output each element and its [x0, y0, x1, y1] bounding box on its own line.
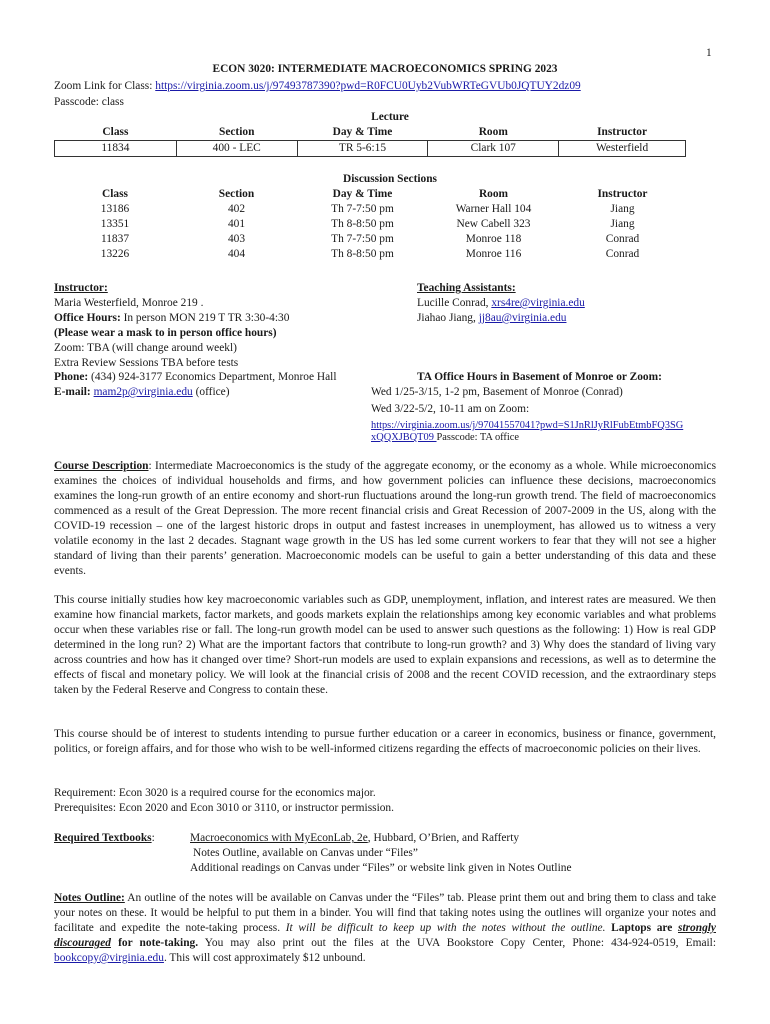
- table-cell: Conrad: [605, 233, 640, 245]
- instructor-zoom: Zoom: TBA (will change around weekl): [54, 342, 237, 354]
- discussion-table: [54, 187, 686, 262]
- table-cell: TR 5-6:15: [297, 141, 428, 157]
- col-header: Room: [478, 188, 509, 200]
- instructor-phone: [54, 370, 337, 385]
- zoom-label: Zoom Link for Class:: [54, 80, 156, 92]
- table-cell: 400 - LEC: [176, 141, 297, 157]
- table-cell: Conrad: [605, 248, 640, 260]
- document-title: ECON 3020: INTERMEDIATE MACROECONOMICS SPRING 2023: [212, 63, 558, 75]
- discussion-heading: Discussion Sections: [343, 173, 437, 185]
- table-row: [54, 217, 686, 232]
- textbook-2: Notes Outline, available on Canvas under “Files”: [193, 847, 418, 859]
- table-cell: 403: [227, 233, 246, 245]
- class-zoom-link[interactable]: https://virginia.zoom.us/j/97493787390?pwd=R0FCU0Uyb2VubWRTeGVUb0JQTUY2dz09: [155, 80, 581, 92]
- table-cell: 13226: [100, 248, 130, 260]
- review-sessions: Extra Review Sessions TBA before tests: [54, 357, 239, 369]
- textbook-1: [190, 831, 519, 846]
- col-header: Section: [218, 126, 255, 138]
- course-description-p3: This course should be of interest to students intending to pursue further education or a career in economics, business or finance, government, politics, or foreign affairs, and for those who wish to be well-informed citizens regarding the effects of macroeconomic policies on their lives.: [54, 728, 716, 755]
- notes-text-1: An outline of the notes will be available on Canvas under the “Files” tab. Please print them out and bring them to class and take your notes on these. It would be helpful to put them in a binder. You will find that taking notes using the outlines will organize your notes and facilitate and expedite the note-taking process.: [54, 892, 716, 934]
- table-cell: Jiang: [610, 218, 635, 230]
- notes-italic: It will be difficult to keep up with the notes without the outline.: [285, 922, 606, 934]
- table-cell: 402: [227, 203, 246, 215]
- lecture-heading: Lecture: [371, 111, 409, 123]
- table-cell: Clark 107: [428, 141, 559, 157]
- ta1-email-link[interactable]: xrs4re@virginia.edu: [491, 297, 585, 309]
- page-number: 1: [706, 47, 712, 59]
- col-header: Day & Time: [332, 126, 393, 138]
- instructor-email: [54, 385, 230, 400]
- notes-outline-paragraph: [54, 891, 716, 966]
- lecture-table: [54, 125, 686, 157]
- table-cell: Th 7-7:50 pm: [331, 233, 394, 245]
- table-cell: 401: [227, 218, 246, 230]
- table-cell: Th 8-8:50 pm: [331, 218, 394, 230]
- notes-strongly-discouraged: strongly discouraged: [54, 922, 716, 949]
- ta-zoom-passcode: Passcode: TA office: [436, 432, 520, 443]
- bookstore-email-link[interactable]: bookcopy@virginia.edu: [54, 952, 164, 964]
- ta-zoom-link[interactable]: https://virginia.zoom.us/j/97041557041?pwd=S1JnRlJyRlFubEtmbFQ3SG: [371, 420, 684, 431]
- table-cell: 13186: [100, 203, 130, 215]
- col-header: Instructor: [597, 188, 648, 200]
- table-cell: Th 8-8:50 pm: [331, 248, 394, 260]
- col-header: Room: [478, 126, 508, 138]
- table-cell: 11834: [55, 141, 177, 157]
- prerequisites: Prerequisites: Econ 2020 and Econ 3010 or 3110, or instructor permission.: [54, 802, 394, 814]
- ta-zoom-link-line2: [371, 430, 519, 445]
- table-cell: Warner Hall 104: [455, 203, 532, 215]
- textbooks-colon: :: [151, 832, 155, 844]
- ta1: [417, 296, 585, 311]
- ta1-name: Lucille Conrad,: [417, 297, 492, 309]
- notes-bold-2: for note-taking.: [110, 937, 199, 949]
- table-row: [54, 247, 686, 262]
- table-cell: 404: [227, 248, 246, 260]
- ta-hours-line2: Wed 3/22-5/2, 10-11 am on Zoom:: [371, 403, 530, 415]
- table-cell: Monroe 116: [465, 248, 522, 260]
- requirement: Requirement: Econ 3020 is a required course for the economics major.: [54, 787, 376, 799]
- table-cell: 11837: [100, 233, 130, 245]
- col-header: Instructor: [597, 126, 648, 138]
- ta-hours-line1: Wed 1/25-3/15, 1-2 pm, Basement of Monroe (Conrad): [371, 386, 623, 398]
- col-header: Class: [102, 126, 129, 138]
- email-label: E-mail:: [54, 386, 91, 398]
- email-suffix: (office): [192, 386, 230, 398]
- course-description-p2: This course initially studies how key macroeconomic variables such as GDP, unemployment, inflation, and interest rates are measured. We then examine how financial markets, factor markets, and goods markets explain the relationships among key economic variables and what problems occur when these variables rise or fall. The long-run growth model can be used to answer such questions as the following: 1) How is real GDP determined in the long run? 2) What are the important factors that contribute to long-run growth? and 3) Why does the standard of living vary across countries and how has it changed over time? Short-run models are used to explain expansions and recessions, as well as to determine the effects of fiscal and monetary policy. We will look at the financial crisis of 2008 and the recent COVID recession, and the extraordinary steps taken by the Federal Reserve and Congress to contain these.: [54, 594, 716, 696]
- zoom-line: [54, 79, 581, 94]
- passcode: Passcode: class: [54, 96, 124, 108]
- phone-label: Phone:: [54, 371, 89, 383]
- course-description-p1: [54, 459, 716, 579]
- ta-heading: Teaching Assistants:: [417, 282, 516, 294]
- course-description-label: Course Description: [54, 460, 149, 472]
- ta2: [417, 311, 566, 326]
- table-row: [54, 232, 686, 247]
- office-hours-label: Office Hours:: [54, 312, 121, 324]
- table-row: [55, 141, 686, 157]
- ta-hours-heading: TA Office Hours in Basement of Monroe or Zoom:: [417, 371, 662, 383]
- course-description-text: : Intermediate Macroeconomics is the study of the aggregate economy, or the economy as a whole. While microeconomics examines the choices of individual households and firms, and how government policies can influence these decisions, macroeconomics examines the long-run growth of an entire economy and short-run fluctuations around the long-run growth trend. The field of macroeconomics commenced as a result of the Great Depression. The more recent financial crisis and Great Recession of 2007-2009 in the US, along with the COVID-19 recession – one of the largest historic drops in output and fastest increases in unemployment, has allowed us to witness a very volatile economy in the last 2 decades. Stagnant wage growth in the US has led some current workers to fear that they will not see a higher standard of living than their parents’ generation. Macroeconomic models can be useful to gain a better understanding of this data and these events.: [54, 460, 716, 577]
- col-header: Day & Time: [332, 188, 393, 200]
- table-row: [54, 202, 686, 217]
- notes-outline-label: Notes Outline:: [54, 892, 125, 904]
- table-cell: Westerfield: [559, 141, 686, 157]
- ta2-name: Jiahao Jiang,: [417, 312, 479, 324]
- textbooks-label: Required Textbooks: [54, 832, 152, 844]
- instructor-heading: Instructor:: [54, 282, 108, 294]
- table-cell: 13351: [100, 218, 130, 230]
- lecture-header-row: [55, 125, 686, 141]
- instructor-email-link[interactable]: mam2p@virginia.edu: [93, 386, 193, 398]
- col-header: Section: [218, 188, 255, 200]
- table-cell: New Cabell 323: [456, 218, 531, 230]
- office-hours-text: In person MON 219 T TR 3:30-4:30: [120, 312, 290, 324]
- notes-bold-1: Laptops are: [605, 922, 679, 934]
- textbook-title: Macroeconomics with MyEconLab, 2e: [190, 832, 368, 844]
- office-hours: [54, 311, 289, 326]
- col-header: Class: [102, 188, 128, 200]
- textbooks-label-line: [54, 831, 155, 846]
- instructor-name: Maria Westerfield, Monroe 219 .: [54, 297, 204, 309]
- table-cell: Jiang: [610, 203, 635, 215]
- ta-zoom-link-cont[interactable]: xQQXJBQT09: [371, 432, 437, 443]
- notes-text-3: . This will cost approximately $12 unbound.: [163, 952, 366, 964]
- textbook-authors: , Hubbard, O’Brien, and Rafferty: [367, 832, 520, 844]
- mask-note: (Please wear a mask to in person office hours): [54, 327, 277, 339]
- table-cell: Monroe 118: [465, 233, 522, 245]
- notes-text-2: You may also print out the files at the UVA Bookstore Copy Center, Phone: 434-924-0519, Email:: [198, 937, 716, 949]
- phone-text: (434) 924-3177 Economics Department, Monroe Hall: [88, 371, 337, 383]
- ta2-email-link[interactable]: jj8au@virginia.edu: [478, 312, 567, 324]
- discussion-header-row: [54, 187, 686, 202]
- textbook-3: Additional readings on Canvas under “Files” or website link given in Notes Outline: [190, 862, 572, 874]
- table-cell: Th 7-7:50 pm: [331, 203, 394, 215]
